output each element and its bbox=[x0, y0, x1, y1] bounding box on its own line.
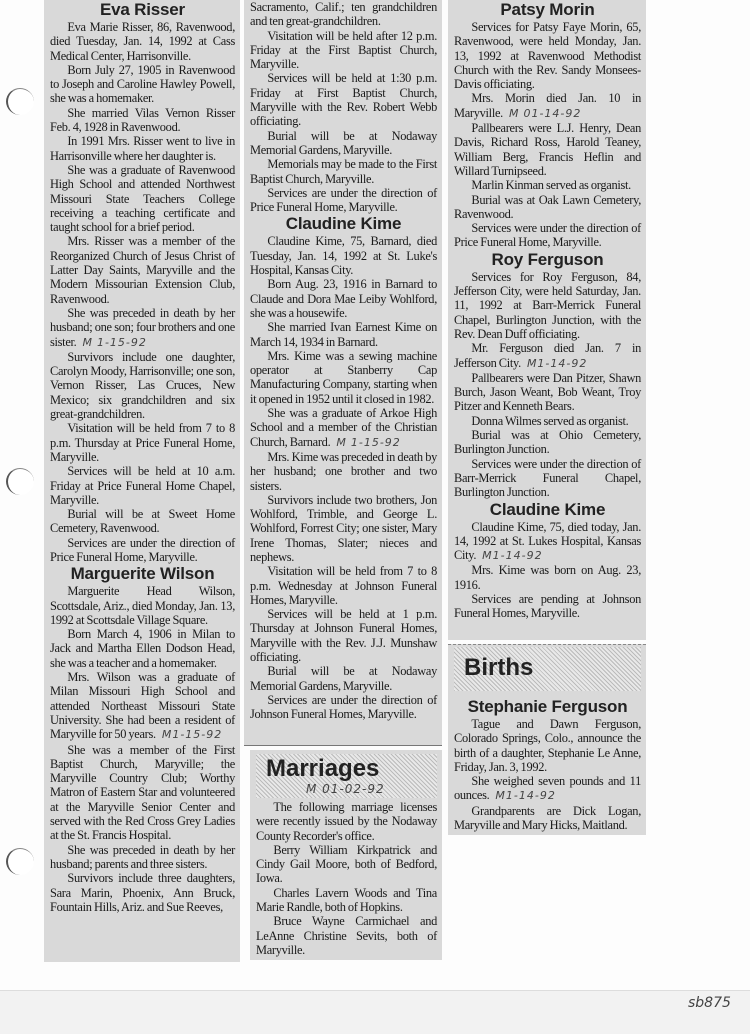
article-paragraph bbox=[454, 804, 641, 833]
paragraph-text: Mrs. Risser was a member of the Reorganized Church of Jesus Christ of Latter Day Saints, Maryville and the Modern Missourian Extension Club, Ravenwood. bbox=[50, 234, 235, 306]
paragraph-text: Born Aug. 23, 1916 in Barnard to Claude and Dora Mae Leiby Wohlford, she was a housewife. bbox=[250, 277, 437, 320]
article-paragraph bbox=[50, 163, 235, 234]
article-paragraph bbox=[50, 134, 235, 163]
article-paragraph bbox=[250, 157, 437, 186]
article-headline: Patsy Morin bbox=[500, 0, 595, 19]
paragraph-text: She was a graduate of Arkoe High School and a member of the Christian Church, Barnard. bbox=[250, 406, 437, 449]
article-paragraph bbox=[256, 886, 437, 915]
paragraph-text: Claudine Kime, 75, Barnard, died Tuesday, Jan. 14, 1992 at St. Luke's Hospital, Kansas City. bbox=[250, 234, 437, 278]
paragraph-text: Eva Marie Risser, 86, Ravenwood, died Tuesday, Jan. 14, 1992 at Cass Medical Center, Harrisonville. bbox=[50, 20, 235, 63]
paragraph-text: Survivors include one daughter, Carolyn Moody, Harrisonville; one son, Vernon Risser, Las Cruces, New Mexico; six grandchildren and six great-grandchildren. bbox=[50, 349, 235, 422]
paragraph-text: Services are under the direction of Price Funeral Home, Maryville. bbox=[50, 535, 235, 564]
article-paragraph bbox=[256, 800, 437, 843]
paragraph-text: Visitation will be held after 12 p.m. Friday at the First Baptist Church, Maryville. bbox=[250, 28, 437, 72]
article bbox=[50, 0, 235, 564]
paragraph-text: The following marriage licenses were recently issued by the Nodaway County Recorder's office. bbox=[256, 800, 437, 843]
paragraph-text: Berry William Kirkpatrick and Cindy Gail Moore, both of Bedford, Iowa. bbox=[256, 842, 437, 886]
article-paragraph bbox=[250, 406, 437, 450]
article bbox=[256, 800, 437, 957]
punch-hole bbox=[6, 848, 34, 875]
paragraph-text: Services will be held at 1:30 p.m. Friday at First Baptist Church, Maryville with the Rev. Robert Webb officiating. bbox=[250, 71, 437, 129]
column-1 bbox=[44, 0, 240, 962]
article-paragraph bbox=[454, 520, 641, 564]
punch-hole bbox=[6, 88, 34, 115]
paragraph-text: Mr. Ferguson died Jan. 7 in Jefferson City. bbox=[454, 341, 641, 370]
article-paragraph bbox=[454, 563, 641, 592]
paragraph-text: She was a member of the First Baptist Church, Maryville; the Maryville Country Club; Worthy Matron of Eastern Star and volunteered at the Maryville Senior Center and served with the Red Cross Grey Ladies at the St. Francis Hospital. bbox=[50, 742, 235, 843]
article-paragraph bbox=[454, 178, 641, 192]
article-paragraph bbox=[454, 457, 641, 500]
column-2 bbox=[244, 0, 442, 746]
paragraph-text: Grandparents are Dick Logan, Maryville and Mary Hicks, Maitland. bbox=[454, 803, 641, 833]
article bbox=[250, 214, 437, 721]
article-headline: Stephanie Ferguson bbox=[467, 697, 628, 716]
paragraph-text: Mrs. Kime was preceded in death by her husband; one brother and two sisters. bbox=[250, 449, 437, 493]
punch-hole bbox=[6, 468, 34, 495]
marriages-section bbox=[250, 750, 442, 960]
article-paragraph bbox=[250, 29, 437, 72]
article-paragraph bbox=[250, 349, 437, 406]
paragraph-text: Mrs. Wilson was a graduate of Milan Missouri High School and attended Northeast Missouri State University. She had been a resident of Maryville for 50 years. bbox=[50, 670, 235, 742]
article-paragraph bbox=[50, 536, 235, 565]
article bbox=[250, 0, 437, 214]
paragraph-text: She was preceded in death by her husband; parents and three sisters. bbox=[50, 842, 235, 871]
article-paragraph bbox=[250, 564, 437, 607]
article-paragraph bbox=[250, 693, 437, 722]
article-paragraph bbox=[50, 584, 235, 627]
handwritten-date-note: M1-15-92 bbox=[161, 728, 223, 742]
article-paragraph bbox=[454, 717, 641, 774]
article-paragraph bbox=[250, 493, 437, 564]
article-paragraph bbox=[50, 350, 235, 421]
handwritten-date-note: M 01-02-92 bbox=[306, 782, 385, 796]
article-paragraph bbox=[256, 843, 437, 886]
article-paragraph bbox=[50, 306, 235, 350]
article bbox=[50, 564, 235, 914]
article-paragraph bbox=[50, 843, 235, 872]
article-headline: Claudine Kime bbox=[285, 214, 402, 234]
article bbox=[454, 500, 641, 621]
paragraph-text: Services will be held at 1 p.m. Thursday at Johnson Funeral Homes, Maryville with the Rev. J.J. Munshaw officiating. bbox=[250, 607, 437, 665]
article-paragraph bbox=[50, 421, 235, 464]
article-headline: Claudine Kime bbox=[489, 499, 606, 519]
paragraph-text: Marguerite Head Wilson, Scottsdale, Ariz., died Monday, Jan. 13, 1992 at Scottsdale Village Square. bbox=[50, 584, 235, 627]
article-paragraph bbox=[454, 91, 641, 121]
article-paragraph bbox=[454, 221, 641, 250]
paragraph-text: Donna Wilmes served as organist. bbox=[471, 413, 629, 428]
paragraph-text: Tague and Dawn Ferguson, Colorado Springs, Colo., announce the birth of a daughter, Stephanie Le Anne, Friday, Jan. 3, 1992. bbox=[454, 717, 641, 774]
article-paragraph bbox=[454, 592, 641, 621]
paragraph-text: She married Vilas Vernon Risser Feb. 4, 1928 in Ravenwood. bbox=[50, 105, 235, 135]
article-paragraph bbox=[250, 320, 437, 349]
paragraph-text: She was preceded in death by her husband; one son; four brothers and one sister. bbox=[50, 305, 235, 349]
article-paragraph bbox=[50, 20, 235, 63]
article-paragraph bbox=[50, 63, 235, 106]
article-paragraph bbox=[454, 371, 641, 414]
page-bottom-edge bbox=[0, 990, 750, 1034]
article-paragraph bbox=[454, 121, 641, 178]
section-title: Births bbox=[464, 654, 534, 681]
article-paragraph bbox=[50, 670, 235, 742]
article-paragraph bbox=[50, 234, 235, 305]
article-headline: Marguerite Wilson bbox=[70, 564, 215, 584]
paragraph-text: Pallbearers were L.J. Henry, Dean Davis, Richard Ross, Harold Teaney, William Berg, Francis Heflin and Willard Turnipseed. bbox=[454, 121, 641, 178]
article-headline: Roy Ferguson bbox=[491, 249, 604, 269]
paragraph-text: Memorials may be made to the First Baptist Church, Maryville. bbox=[250, 157, 437, 186]
paragraph-text: Mrs. Kime was born on Aug. 23, 1916. bbox=[454, 563, 641, 592]
paragraph-text: Sacramento, Calif.; ten grandchildren and ten great-grandchildren. bbox=[250, 0, 437, 29]
paragraph-text: Burial will be at Sweet Home Cemetery, Ravenwood. bbox=[50, 507, 235, 536]
article-paragraph bbox=[250, 450, 437, 493]
paragraph-text: Services were under the direction of Price Funeral Home, Maryville. bbox=[454, 221, 641, 250]
article bbox=[454, 697, 641, 832]
article bbox=[454, 250, 641, 500]
article-paragraph bbox=[50, 871, 235, 914]
column-3 bbox=[448, 0, 646, 640]
paragraph-text: Born July 27, 1905 in Ravenwood to Joseph and Caroline Hawley Powell, she was a homemaker. bbox=[50, 62, 235, 106]
article-paragraph bbox=[250, 186, 437, 215]
paragraph-text: Services are under the direction of Price Funeral Home, Maryville. bbox=[250, 185, 437, 215]
article-paragraph bbox=[256, 914, 437, 957]
article-paragraph bbox=[250, 234, 437, 277]
section-banner bbox=[256, 754, 437, 798]
article-paragraph bbox=[50, 507, 235, 536]
article-paragraph bbox=[454, 428, 641, 457]
section-title: Marriages bbox=[266, 755, 380, 782]
paragraph-text: She was a graduate of Ravenwood High School and attended Northwest Missouri State Teachers College receiving a teaching certificate and taught school for a brief period. bbox=[50, 162, 235, 235]
article-paragraph bbox=[250, 71, 437, 128]
paragraph-text: Burial will be at Nodaway Memorial Gardens, Maryville. bbox=[250, 664, 437, 693]
paragraph-text: Pallbearers were Dan Pitzer, Shawn Burch, Jason Weant, Bob Weant, Troy Pitzer and Kenneth Bears. bbox=[454, 370, 641, 414]
paragraph-text: Claudine Kime, 75, died today, Jan. 14, 1992 at St. Lukes Hospital, Kansas City. bbox=[454, 519, 641, 563]
paragraph-text: Born March 4, 1906 in Milan to Jack and Martha Ellen Dodson Head, she was a teacher and a homemaker. bbox=[50, 627, 235, 670]
column-stack-1 bbox=[44, 0, 240, 962]
paragraph-text: Services are pending at Johnson Funeral Homes, Maryville. bbox=[454, 591, 641, 621]
article-paragraph bbox=[250, 664, 437, 693]
article-paragraph bbox=[250, 129, 437, 158]
article-headline: Eva Risser bbox=[100, 0, 185, 19]
paragraph-text: She weighed seven pounds and 11 ounces. bbox=[454, 774, 641, 803]
paragraph-text: Marlin Kinman served as organist. bbox=[471, 178, 631, 193]
handwritten-date-note: M 1-15-92 bbox=[336, 435, 401, 449]
paragraph-text: Visitation will be held from 7 to 8 p.m. Thursday at Price Funeral Home, Maryville. bbox=[50, 421, 235, 464]
article-paragraph bbox=[50, 627, 235, 670]
article-paragraph bbox=[50, 106, 235, 135]
paragraph-text: Survivors include three daughters, Sara Marin, Phoenix, Ann Bruck, Fountain Hills, Ariz. and Sue Reeves, bbox=[50, 871, 235, 914]
handwritten-date-note: M1-14-92 bbox=[526, 356, 588, 370]
handwritten-date-note: M1-14-92 bbox=[495, 789, 556, 803]
births-section bbox=[448, 644, 646, 835]
article-paragraph bbox=[454, 414, 641, 428]
section-banner bbox=[454, 647, 641, 691]
paragraph-text: In 1991 Mrs. Risser went to live in Harrisonville where her daughter is. bbox=[50, 134, 235, 163]
paragraph-text: Burial will be at Nodaway Memorial Gardens, Maryville. bbox=[250, 128, 437, 157]
article-paragraph bbox=[250, 607, 437, 664]
article-paragraph bbox=[50, 464, 235, 507]
paragraph-text: Charles Lavern Woods and Tina Marie Randle, both of Hopkins. bbox=[256, 885, 437, 915]
handwritten-date-note: M 01-14-92 bbox=[508, 106, 582, 120]
article-paragraph bbox=[250, 277, 437, 320]
article bbox=[454, 0, 641, 250]
paragraph-text: Services for Patsy Faye Morin, 65, Ravenwood, were held Monday, Jan. 13, 1992 at Ravenwood Methodist Church with the Rev. Sandy Monsees-Davis officiating. bbox=[454, 20, 641, 92]
paragraph-text: Mrs. Morin died Jan. 10 in Maryville. bbox=[454, 91, 641, 120]
column-stack-2 bbox=[244, 0, 442, 960]
paragraph-text: Services were under the direction of Barr-Merrick Funeral Chapel, Burlington Junction. bbox=[454, 456, 641, 500]
article-paragraph bbox=[50, 743, 235, 843]
paragraph-text: Services are under the direction of Johnson Funeral Homes, Maryville. bbox=[250, 692, 437, 722]
paragraph-text: Mrs. Kime was a sewing machine operator at Stanberry Cap Manufacturing Company, starting when it opened in 1952 until it closed in 1982. bbox=[250, 348, 437, 406]
paragraph-text: Services for Roy Ferguson, 84, Jefferson City, were held Saturday, Jan. 11, 1992 at Barr-Merrick Funeral Chapel, Burlington Junction, with the Rev. Dean Duff officiating. bbox=[454, 269, 641, 341]
paragraph-text: Survivors include two brothers, Jon Wohlford, Trimble, and George L. Wohlford, Forrest City; one sister, Mary Irene Thomas, Slater; nieces and nephews. bbox=[250, 492, 437, 564]
article-paragraph bbox=[454, 193, 641, 222]
handwritten-date-note: M 1-15-92 bbox=[82, 335, 147, 349]
article-paragraph bbox=[454, 341, 641, 371]
article-paragraph bbox=[454, 774, 641, 804]
paragraph-text: She married Ivan Earnest Kime on March 14, 1934 in Barnard. bbox=[250, 320, 437, 349]
paragraph-text: Visitation will be held from 7 to 8 p.m. Wednesday at Johnson Funeral Homes, Maryville. bbox=[250, 564, 437, 607]
article-paragraph bbox=[250, 0, 437, 29]
paragraph-text: Bruce Wayne Carmichael and LeAnne Christine Sevits, both of Maryville. bbox=[256, 914, 437, 957]
paragraph-text: Burial was at Ohio Cemetery, Burlington Junction. bbox=[454, 428, 641, 457]
handwritten-date-note: M1-14-92 bbox=[482, 549, 543, 563]
article-paragraph bbox=[454, 270, 641, 341]
paragraph-text: Services will be held at 10 a.m. Friday at Price Funeral Home Chapel, Maryville. bbox=[50, 464, 235, 507]
article-paragraph bbox=[454, 20, 641, 91]
paragraph-text: Burial was at Oak Lawn Cemetery, Ravenwood. bbox=[454, 192, 641, 221]
page-mark: sb875 bbox=[688, 995, 731, 1011]
column-stack-3 bbox=[448, 0, 646, 835]
